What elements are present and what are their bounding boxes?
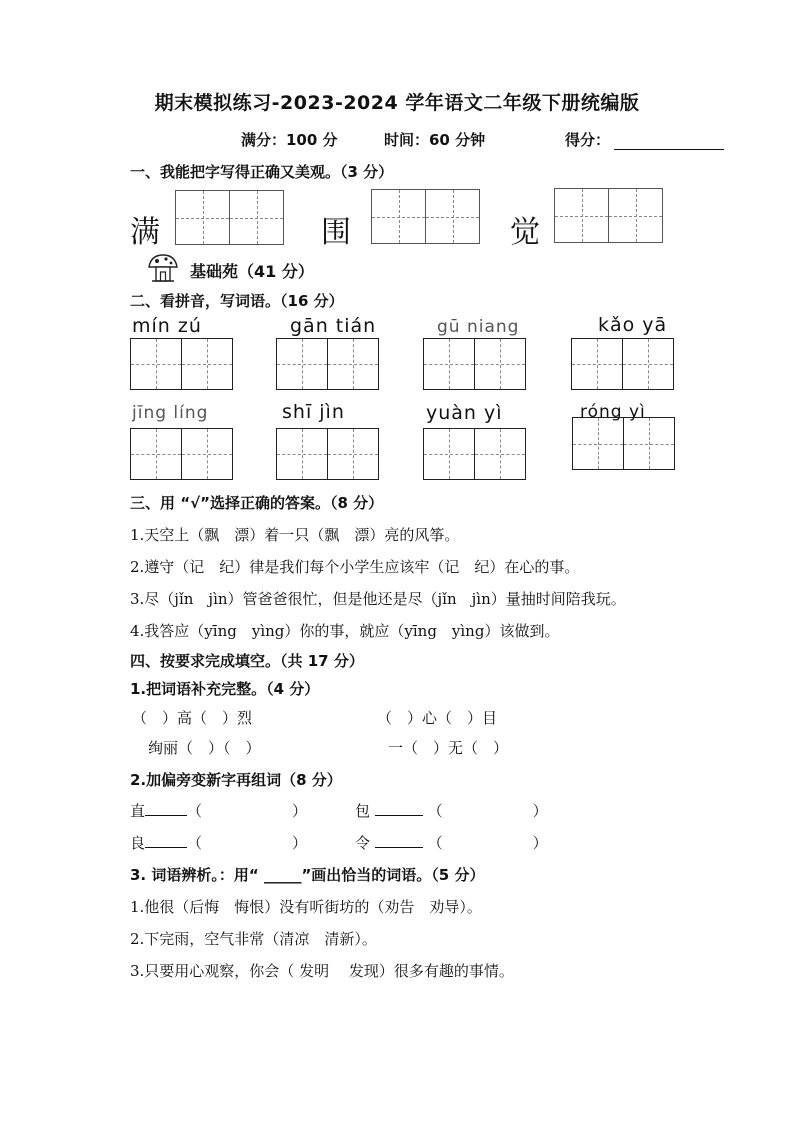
radical-blank[interactable] — [145, 833, 187, 848]
writing-grid-1[interactable] — [175, 190, 284, 245]
grid-cell[interactable] — [573, 418, 624, 469]
writing-grid-2[interactable] — [371, 189, 480, 244]
pinyin-8: róng yì — [580, 402, 646, 422]
grid-cell[interactable] — [555, 189, 609, 242]
pinyin-1: mín zú — [132, 315, 202, 337]
radical-row2-left — [130, 832, 307, 853]
grid-cell[interactable] — [372, 190, 426, 243]
choice-item-4: 4.我答应（yīng yìng）你的事，就应（yīng yìng）该做到。 — [130, 622, 560, 640]
radical-blank[interactable] — [375, 833, 423, 848]
section3-heading: 三、用 “√”选择正确的答案。（8 分） — [130, 494, 384, 512]
pinyin-6: shī jìn — [282, 401, 345, 423]
radical-row1-right — [355, 800, 548, 821]
section2-heading: 二、看拼音，写词语。（16 分） — [130, 292, 344, 310]
mushroom-house-icon — [146, 252, 180, 284]
char-jue: 觉 — [510, 215, 540, 250]
radical-row1-left — [130, 800, 307, 821]
fill-row1-left: （ ）高（ ）烈 — [132, 709, 253, 727]
word-paren[interactable]: （ ） — [187, 802, 308, 820]
sub1-heading: 1.把词语补充完整。（4 分） — [130, 680, 320, 698]
char-man: 满 — [130, 215, 160, 250]
grid-cell[interactable] — [277, 429, 328, 479]
grid-cell[interactable] — [424, 429, 475, 479]
grid-cell[interactable] — [182, 429, 232, 479]
radical-char: 包 — [355, 802, 371, 820]
grid-cell[interactable] — [624, 418, 674, 469]
sub3-heading: 3. 词语辨析。：用“ _____”画出恰当的词语。（5 分） — [130, 866, 485, 884]
answer-grid-4[interactable] — [571, 338, 674, 390]
score-field[interactable] — [565, 129, 724, 150]
char-wei: 围 — [321, 215, 351, 250]
choice-item-2: 2.遵守（记 纪）律是我们每个小学生应该牢（记 纪）在心的事。 — [130, 558, 580, 576]
section1-heading: 一、我能把字写得正确又美观。（3 分） — [130, 163, 394, 181]
full-score: 满分：100 分 — [241, 131, 338, 149]
pinyin-5: jīng líng — [132, 403, 209, 423]
answer-grid-2[interactable] — [276, 338, 379, 390]
section4-heading: 四、按要求完成填空。（共 17 分） — [130, 652, 364, 670]
answer-grid-5[interactable] — [130, 428, 233, 480]
pinyin-4: kǎo yā — [598, 314, 668, 336]
answer-grid-6[interactable] — [276, 428, 379, 480]
pinyin-2: gān tián — [290, 315, 377, 337]
radical-char: 令 — [355, 834, 371, 852]
exam-time: 时间：60 分钟 — [384, 131, 486, 149]
answer-grid-1[interactable] — [130, 338, 233, 390]
word-paren[interactable]: （ ） — [427, 834, 548, 852]
radical-blank[interactable] — [375, 801, 423, 816]
discern-item-2: 2.下完雨，空气非常（清凉 清新）。 — [130, 930, 377, 948]
answer-grid-8[interactable] — [572, 417, 675, 470]
page-title: 期末模拟练习-2023-2024 学年语文二年级下册统编版 — [154, 92, 640, 114]
writing-grid-3[interactable] — [554, 188, 663, 243]
grid-cell[interactable] — [475, 429, 525, 479]
grid-cell[interactable] — [328, 339, 378, 389]
grid-cell[interactable] — [623, 339, 673, 389]
grid-cell[interactable] — [424, 339, 475, 389]
radical-blank[interactable] — [145, 801, 187, 816]
answer-grid-7[interactable] — [423, 428, 526, 480]
fill-row2-left: 绚丽（ ）（ ） — [148, 739, 261, 757]
answer-grid-3[interactable] — [423, 338, 526, 390]
score-blank[interactable] — [614, 135, 724, 150]
sub2-heading: 2.加偏旁变新字再组词（8 分） — [130, 771, 342, 789]
pinyin-7: yuàn yì — [426, 402, 503, 424]
word-paren[interactable]: （ ） — [187, 834, 308, 852]
grid-cell[interactable] — [131, 429, 182, 479]
grid-cell[interactable] — [475, 339, 525, 389]
grid-cell[interactable] — [176, 191, 230, 244]
discern-item-3: 3.只要用心观察，你会（ 发明 发现）很多有趣的事情。 — [130, 962, 514, 980]
discern-item-1: 1.他很（后悔 悔恨）没有听街坊的（劝告 劝导）。 — [130, 898, 482, 916]
grid-cell[interactable] — [277, 339, 328, 389]
grid-cell[interactable] — [182, 339, 232, 389]
radical-row2-right — [355, 832, 548, 853]
grid-cell[interactable] — [572, 339, 623, 389]
pinyin-3: gū niang — [437, 317, 520, 337]
radical-char: 直 — [130, 802, 146, 820]
grid-cell[interactable] — [426, 190, 479, 243]
choice-item-1: 1.天空上（飘 漂）着一只（飘 漂）亮的风筝。 — [130, 526, 460, 544]
grid-cell[interactable] — [609, 189, 662, 242]
grid-cell[interactable] — [131, 339, 182, 389]
radical-char: 良 — [130, 834, 146, 852]
grid-cell[interactable] — [328, 429, 378, 479]
score-label: 得分： — [565, 131, 611, 149]
choice-item-3: 3.尽（jǐn jìn）管爸爸很忙，但是他还是尽（jǐn jìn）量抽时间陪我玩。 — [130, 590, 626, 608]
fill-row2-right: 一（ ）无（ ） — [388, 739, 509, 757]
grid-cell[interactable] — [230, 191, 283, 244]
fill-row1-right: （ ）心（ ）目 — [377, 709, 498, 727]
word-paren[interactable]: （ ） — [427, 802, 548, 820]
basics-label: 基础苑（41 分） — [190, 262, 314, 281]
